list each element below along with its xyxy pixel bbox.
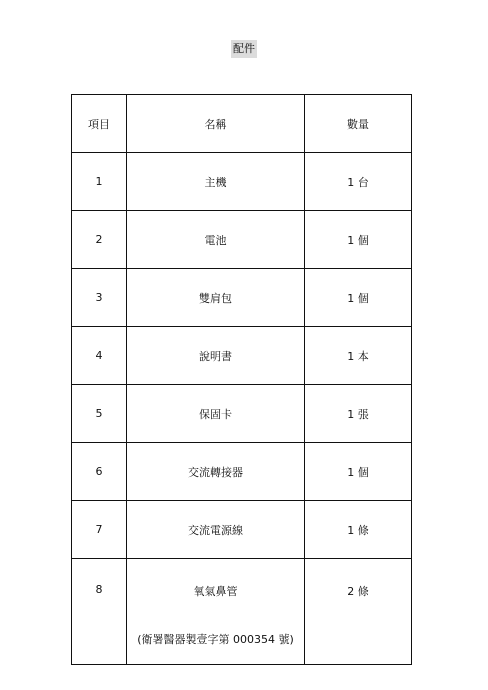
cell-quantity: 1 個 — [305, 269, 412, 327]
table-row — [72, 443, 412, 501]
page-title-wrap — [0, 40, 488, 56]
table-header-row — [72, 95, 412, 153]
cell-item: 8 — [72, 559, 127, 665]
table-row — [72, 385, 412, 443]
cell-name: 主機 — [127, 153, 305, 211]
cell-name-note: (衛署醫器製壹字第 000354 號) — [137, 633, 294, 646]
table-row — [72, 211, 412, 269]
cell-item: 3 — [72, 269, 127, 327]
cell-item: 4 — [72, 327, 127, 385]
accessories-table — [71, 94, 412, 665]
cell-item: 5 — [72, 385, 127, 443]
cell-quantity: 1 個 — [305, 443, 412, 501]
cell-item: 2 — [72, 211, 127, 269]
table-row — [72, 327, 412, 385]
table-row — [72, 269, 412, 327]
cell-quantity: 1 條 — [305, 501, 412, 559]
cell-name: 雙肩包 — [127, 269, 305, 327]
header-name: 名稱 — [127, 95, 305, 153]
cell-item: 7 — [72, 501, 127, 559]
cell-name: 交流轉接器 — [127, 443, 305, 501]
cell-quantity: 1 本 — [305, 327, 412, 385]
cell-name: 說明書 — [127, 327, 305, 385]
cell-name: 交流電源線 — [127, 501, 305, 559]
cell-name — [127, 559, 305, 665]
cell-name-text: 氧氣鼻管 — [193, 585, 238, 598]
page-title: 配件 — [231, 40, 257, 58]
cell-quantity: 1 台 — [305, 153, 412, 211]
table-row — [72, 501, 412, 559]
header-item: 項目 — [72, 95, 127, 153]
cell-item: 6 — [72, 443, 127, 501]
cell-name: 保固卡 — [127, 385, 305, 443]
header-quantity: 數量 — [305, 95, 412, 153]
table-row — [72, 559, 412, 665]
cell-quantity: 1 張 — [305, 385, 412, 443]
cell-name: 電池 — [127, 211, 305, 269]
cell-quantity: 2 條 — [305, 559, 412, 665]
table-row — [72, 153, 412, 211]
cell-quantity: 1 個 — [305, 211, 412, 269]
cell-item: 1 — [72, 153, 127, 211]
